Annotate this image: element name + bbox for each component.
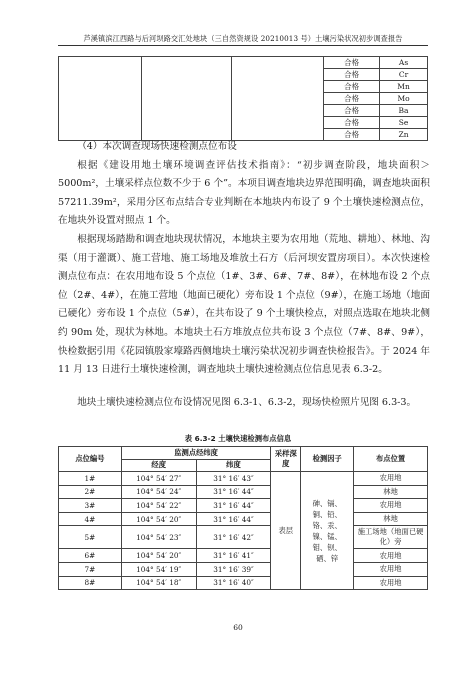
longitude-cell: 104° 54′ 19″ bbox=[121, 562, 196, 576]
header-latitude: 纬度 bbox=[196, 459, 271, 472]
header-coordinates: 监测点经纬度 bbox=[121, 447, 271, 460]
page-number: 60 bbox=[233, 623, 243, 632]
paragraph: 地块土壤快速检测点位布设情况见图 6.3-1、6.3-2，现场快检照片见图 6.3-3。 bbox=[77, 397, 417, 408]
factor-cell: 砷、镉、铜、铅、铬、汞、镍、锰、钼、钡、硒、锌 bbox=[301, 472, 354, 590]
point-id-cell: 2# bbox=[59, 485, 122, 499]
table-row bbox=[59, 472, 428, 486]
element-cell: Mo bbox=[380, 93, 428, 105]
result-cell: 合格 bbox=[324, 105, 380, 117]
table-row bbox=[59, 57, 428, 69]
table-caption: 表 6.3-2 土壤快速检测布点信息 bbox=[184, 434, 292, 443]
latitude-cell: 31° 16′ 44″ bbox=[196, 485, 271, 499]
section-heading: （4）本次调查现场快速检测点位布设 bbox=[77, 141, 237, 152]
result-cell: 合格 bbox=[324, 81, 380, 93]
body-text bbox=[58, 138, 430, 380]
latitude-cell: 31° 16′ 43″ bbox=[196, 472, 271, 486]
header-factor: 检测因子 bbox=[301, 447, 354, 472]
empty-cell bbox=[232, 57, 324, 141]
longitude-cell: 104° 54′ 24″ bbox=[121, 485, 196, 499]
location-cell: 农用地 bbox=[354, 576, 428, 590]
body-text-closing bbox=[58, 394, 430, 413]
header-layout: 布点位置 bbox=[354, 447, 428, 472]
table-row bbox=[59, 576, 428, 590]
table-row bbox=[59, 499, 428, 513]
result-cell: 合格 bbox=[324, 57, 380, 69]
longitude-cell: 104° 54′ 22″ bbox=[121, 499, 196, 513]
result-cell: 合格 bbox=[324, 117, 380, 129]
longitude-cell: 104° 54′ 27″ bbox=[121, 472, 196, 486]
location-cell: 林地 bbox=[354, 512, 428, 526]
result-cell: 合格 bbox=[324, 129, 380, 141]
rapid-test-points-table bbox=[58, 446, 428, 590]
latitude-cell: 31° 16′ 44″ bbox=[196, 499, 271, 513]
element-cell: Zn bbox=[380, 129, 428, 141]
location-cell: 施工场地（地面已硬化）旁 bbox=[354, 526, 428, 549]
header-depth: 采样深度 bbox=[271, 447, 301, 472]
point-id-cell: 8# bbox=[59, 576, 122, 590]
table-row bbox=[59, 562, 428, 576]
point-id-cell: 5# bbox=[59, 526, 122, 549]
depth-cell: 表层 bbox=[271, 472, 301, 590]
point-id-cell: 1# bbox=[59, 472, 122, 486]
table-row bbox=[59, 526, 428, 549]
header-rule bbox=[58, 45, 428, 46]
point-id-cell: 7# bbox=[59, 562, 122, 576]
latitude-cell: 31° 16′ 39″ bbox=[196, 562, 271, 576]
latitude-cell: 31° 16′ 42″ bbox=[196, 526, 271, 549]
location-cell: 林地 bbox=[354, 485, 428, 499]
continued-results-table bbox=[58, 56, 428, 141]
table-header-row bbox=[59, 447, 428, 460]
element-cell: Mn bbox=[380, 81, 428, 93]
latitude-cell: 31° 16′ 41″ bbox=[196, 549, 271, 563]
empty-cell bbox=[141, 57, 232, 141]
header-longitude: 经度 bbox=[121, 459, 196, 472]
longitude-cell: 104° 54′ 20″ bbox=[121, 512, 196, 526]
element-cell: As bbox=[380, 57, 428, 69]
location-cell: 农用地 bbox=[354, 472, 428, 486]
location-cell: 农用地 bbox=[354, 562, 428, 576]
table-row bbox=[59, 485, 428, 499]
table-row bbox=[59, 512, 428, 526]
paragraph: 根据现场踏勘和调查地块现状情况，本地块主要为农用地（荒地、耕地）、林地、沟渠（用于灌溉）、施工营地、施工场地及堆放土石方（后河坝安置房项目）。本次快速检测点位布点：在农用地布设 5 个点位（1#、3#、6#、7#、8#），在林地布设 2 个点位（2#、4#），在施工营地（地面已硬化）旁布设 1 个点位（9#），在施工场地（地面已硬化）旁布设 1 个点位（5#），在共布设了 9 个土壤快检点，对照点选取在地块北侧约 90m 处，现状为林地。本地块土石方堆放点位共布设 3 个点位（7#、8#、9#），快检数据引用《花园镇殷家壕路西侧地块土壤污染状况初步调查快检报告》。于 2024 年 11 月 13 日进行土壤快速检测，调查地块土壤快速检测点位信息见表 6.3-2。 bbox=[58, 233, 430, 376]
table-row bbox=[59, 549, 428, 563]
location-cell: 农用地 bbox=[354, 499, 428, 513]
empty-cell bbox=[59, 57, 142, 141]
paragraph: 根据《建设用地土壤环境调查评估技术指南》：“初步调查阶段，地块面积＞5000m²，土壤采样点位数不少于 6 个”。本项目调查地块边界范围明确，调查地块面积 57211.39m²，采用分区布点结合专业判断在本地块内布设了 9 个土壤快速检测点位，在地块外设置对照点 1 个。 bbox=[58, 159, 430, 227]
longitude-cell: 104° 54′ 20″ bbox=[121, 549, 196, 563]
result-cell: 合格 bbox=[324, 93, 380, 105]
running-header: 芦溪镇滨江西路与后河坝路交汇处地块（三自然资规设 20210013 号）土壤污染状况初步调查报告 bbox=[83, 34, 403, 43]
point-id-cell: 6# bbox=[59, 549, 122, 563]
longitude-cell: 104° 54′ 23″ bbox=[121, 526, 196, 549]
point-id-cell: 3# bbox=[59, 499, 122, 513]
element-cell: Ba bbox=[380, 105, 428, 117]
element-cell: Se bbox=[380, 117, 428, 129]
longitude-cell: 104° 54′ 18″ bbox=[121, 576, 196, 590]
location-cell: 农用地 bbox=[354, 549, 428, 563]
latitude-cell: 31° 16′ 40″ bbox=[196, 576, 271, 590]
point-id-cell: 4# bbox=[59, 512, 122, 526]
latitude-cell: 31° 16′ 44″ bbox=[196, 512, 271, 526]
result-cell: 合格 bbox=[324, 69, 380, 81]
header-point-id: 点位编号 bbox=[59, 447, 122, 472]
element-cell: Cr bbox=[380, 69, 428, 81]
